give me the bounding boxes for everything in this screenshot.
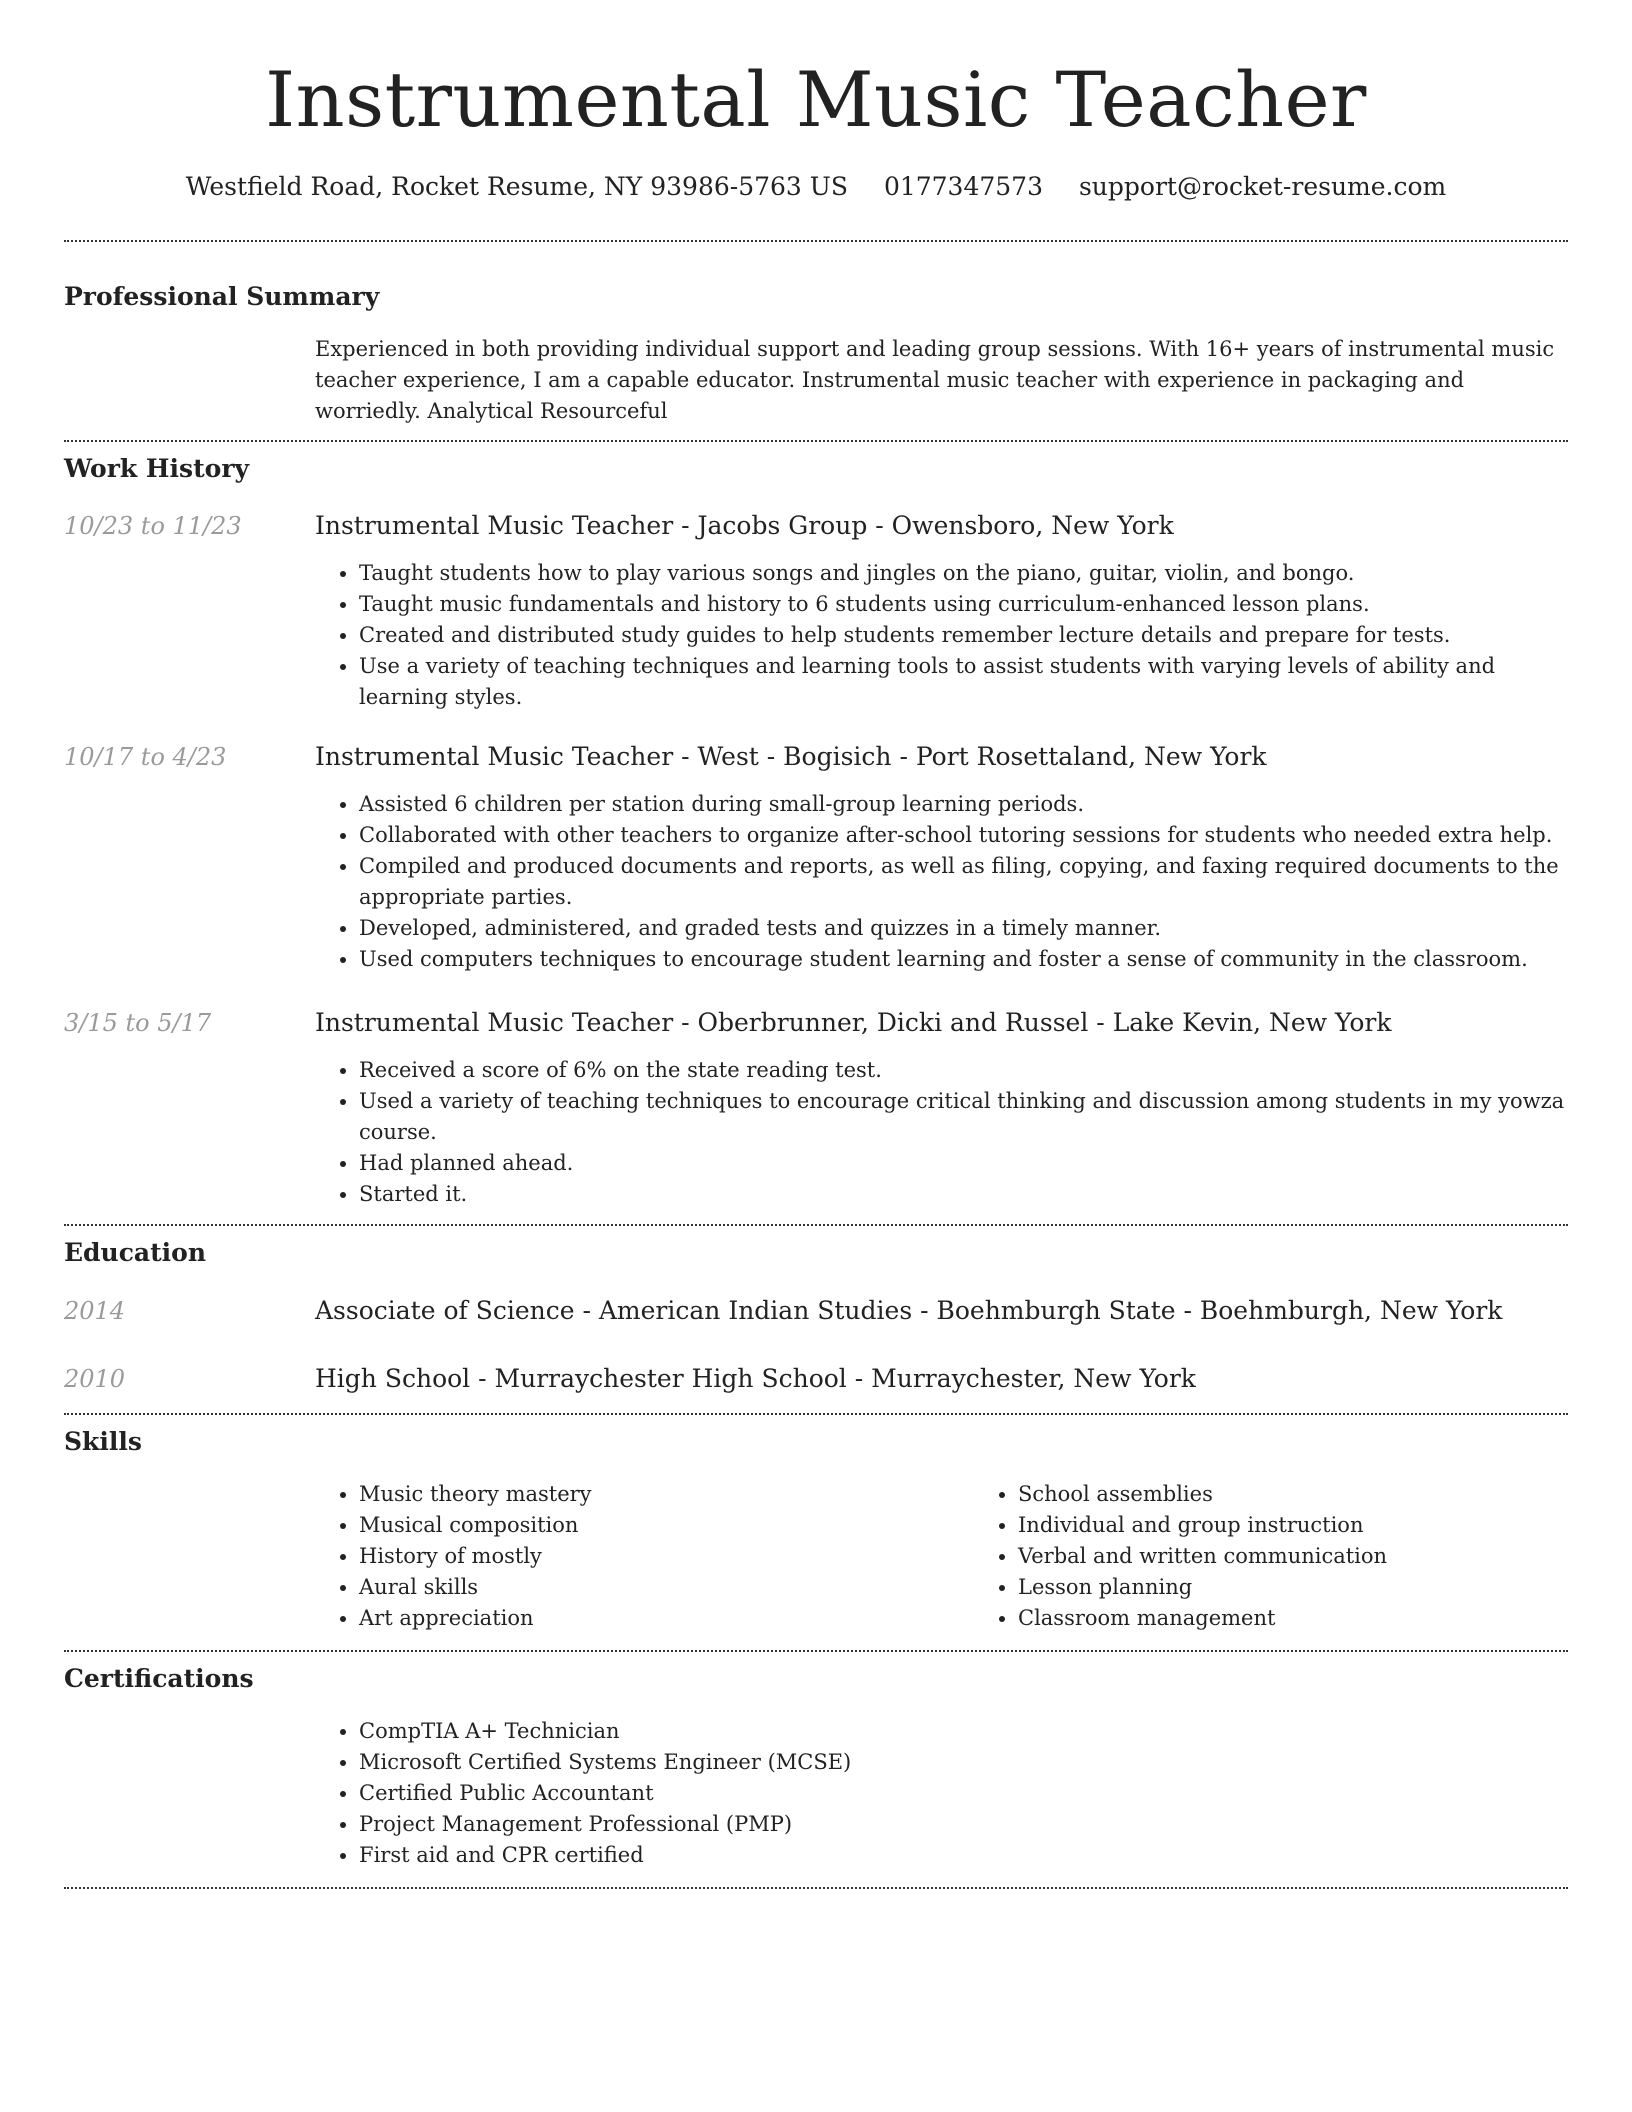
certifications-list [315,1716,1568,1871]
skills-section [64,1425,1568,1634]
job-entry [64,1006,1568,1210]
job-heading: Instrumental Music Teacher - Oberbrunner, Dicki and Russel - Lake Kevin, New York [315,1008,1392,1037]
list-item: • Used computers techniques to encourage student learning and foster a sense of community in the classroom. [359,944,1568,975]
contact-line [64,170,1568,204]
list-item: • Aural skills [359,1572,974,1603]
divider [64,240,1568,242]
list-item: • Verbal and written communication [1018,1541,1632,1572]
divider [64,1887,1568,1889]
list-item: • History of mostly [359,1541,974,1572]
list-item: • Art appreciation [359,1603,974,1634]
list-item: • Microsoft Certified Systems Engineer (MCSE) [359,1747,1568,1778]
list-item: • Taught music fundamentals and history to 6 students using curriculum-enhanced lesson plans. [359,589,1568,620]
list-item: • Created and distributed study guides to help students remember lecture details and prepare for tests. [359,620,1568,651]
list-item: • Lesson planning [1018,1572,1632,1603]
skills-list-left [315,1479,974,1634]
list-item: • Used a variety of teaching techniques to encourage critical thinking and discussion among students in my yowza course. [359,1086,1568,1148]
list-item: • Musical composition [359,1510,974,1541]
skills-title: Skills [64,1427,142,1456]
education-year: 2014 [64,1297,126,1325]
list-item: • CompTIA A+ Technician [359,1716,1568,1747]
work-history-title: Work History [64,454,250,483]
contact-phone: 0177347573 [883,172,1043,201]
job-bullets [315,558,1568,713]
education-entry [64,1294,1568,1328]
list-item: • First aid and CPR certified [359,1840,1568,1871]
job-entry [64,740,1568,975]
list-item: • Had planned ahead. [359,1148,1568,1179]
list-item: • Compiled and produced documents and reports, as well as filing, copying, and faxing required documents to the appropriate parties. [359,851,1568,913]
job-dates: 10/17 to 4/23 [64,743,227,771]
certifications-section [64,1662,1568,1871]
divider [64,1413,1568,1415]
divider [64,440,1568,442]
job-heading: Instrumental Music Teacher - Jacobs Group - Owensboro, New York [315,511,1174,540]
list-item: • Music theory mastery [359,1479,974,1510]
list-item: • Started it. [359,1179,1568,1210]
list-item: • Individual and group instruction [1018,1510,1632,1541]
education-entry [64,1362,1568,1396]
job-entry [64,509,1568,713]
job-heading: Instrumental Music Teacher - West - Bogisich - Port Rosettaland, New York [315,742,1267,771]
education-heading: High School - Murraychester High School - Murraychester, New York [315,1364,1196,1393]
job-bullets [315,789,1568,975]
skills-list-right [974,1479,1632,1634]
list-item: • Taught students how to play various songs and jingles on the piano, guitar, violin, and bongo. [359,558,1568,589]
resume-page [64,0,1568,1889]
list-item: • Project Management Professional (PMP) [359,1809,1568,1840]
list-item: • School assemblies [1018,1479,1632,1510]
list-item: • Received a score of 6% on the state reading test. [359,1055,1568,1086]
education-heading: Associate of Science - American Indian Studies - Boehmburgh State - Boehmburgh, New York [315,1296,1503,1325]
education-year: 2010 [64,1365,126,1393]
candidate-name: Instrumental Music Teacher [265,55,1367,144]
list-item: • Assisted 6 children per station during small-group learning periods. [359,789,1568,820]
contact-email: support@rocket-resume.com [1078,172,1447,201]
list-item: • Use a variety of teaching techniques and learning tools to assist students with varying levels of ability and learning styles. [359,651,1568,713]
list-item: • Collaborated with other teachers to organize after-school tutoring sessions for students who needed extra help. [359,820,1568,851]
list-item: • Classroom management [1018,1603,1632,1634]
summary-title: Professional Summary [64,282,380,311]
job-dates: 10/23 to 11/23 [64,512,242,540]
certifications-title: Certifications [64,1664,254,1693]
divider [64,1650,1568,1652]
list-item: • Developed, administered, and graded tests and quizzes in a timely manner. [359,913,1568,944]
summary-text: Experienced in both providing individual support and leading group sessions. With 16+ years of instrumental music teacher experience, I am a capable educator. Instrumental music teacher with experience in packaging and worriedly. Analytical Resourceful [315,337,1555,423]
contact-address: Westfield Road, Rocket Resume, NY 93986-5763 US [185,172,848,201]
work-history-section [64,452,1568,1210]
education-section [64,1236,1568,1396]
education-title: Education [64,1238,207,1267]
summary-section [64,280,1568,427]
job-bullets [315,1055,1568,1210]
job-dates: 3/15 to 5/17 [64,1009,212,1037]
list-item: • Certified Public Accountant [359,1778,1568,1809]
divider [64,1224,1568,1226]
